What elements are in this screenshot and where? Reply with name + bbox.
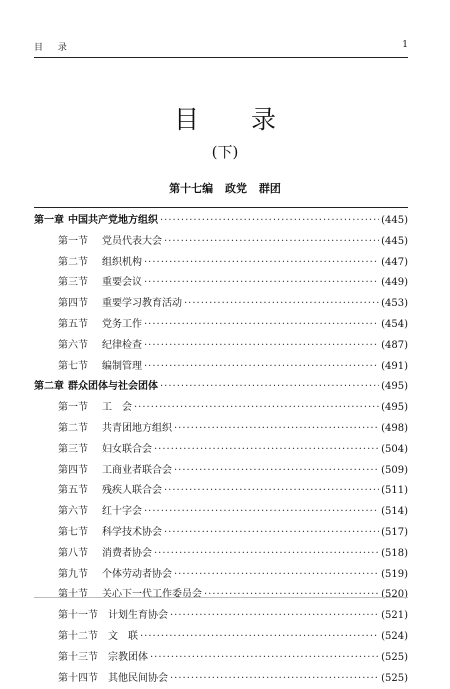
toc-chapter-row[interactable]	[34, 211, 408, 232]
toc-entry-number: 第九节	[58, 568, 88, 580]
toc-entry-title: 妇女联合会	[102, 443, 152, 455]
toc-entry-number: 第六节	[58, 506, 88, 518]
toc-dot-leader	[174, 461, 379, 482]
toc-entry-page: (511)	[381, 485, 408, 497]
toc-entry-title: 党务工作	[102, 318, 142, 330]
toc-entry-page: (521)	[381, 610, 408, 622]
toc-section-row[interactable]	[34, 461, 408, 482]
toc-section-row[interactable]	[34, 294, 408, 315]
toc-dot-leader	[140, 627, 379, 648]
toc-section-row[interactable]	[34, 481, 408, 502]
toc-entry-number: 第十一节	[58, 610, 98, 622]
toc-entry-title: 计划生育协会	[108, 610, 168, 622]
toc-entry-page: (487)	[381, 339, 408, 351]
toc-entry-number: 第二节	[58, 422, 88, 434]
toc-dot-leader	[160, 377, 379, 398]
header-divider	[34, 57, 408, 58]
toc-entry-number: 第三节	[58, 443, 88, 455]
toc-entry-number: 第八节	[58, 547, 88, 559]
toc-entry-page: (504)	[381, 443, 408, 455]
page-title: 目 录	[174, 105, 298, 134]
toc-entry-number: 第一节	[58, 235, 88, 247]
toc-entry-title: 个体劳动者协会	[102, 568, 172, 580]
toc-entry-title: 红十字会	[102, 506, 142, 518]
toc-dot-leader	[174, 565, 379, 586]
toc-dot-leader	[154, 440, 379, 461]
toc-divider	[34, 207, 408, 208]
toc-dot-leader	[144, 315, 379, 336]
toc-chapter-row[interactable]	[34, 377, 408, 398]
toc-section-row[interactable]	[34, 398, 408, 419]
toc-entry-title: 编制管理	[102, 360, 142, 372]
toc-entry-number: 第十四节	[58, 672, 98, 684]
toc-dot-leader	[184, 294, 379, 315]
toc-section-row[interactable]	[34, 669, 408, 689]
toc-section-row[interactable]	[34, 419, 408, 440]
page-subtitle: (下)	[211, 143, 239, 161]
running-head-page-number: 1	[402, 40, 408, 50]
toc-entry-title: 消费者协会	[102, 547, 152, 559]
toc-entry-title: 纪律检查	[102, 339, 142, 351]
toc-entry-page: (520)	[381, 589, 408, 601]
toc-entry-page: (518)	[381, 547, 408, 559]
toc-dot-leader	[170, 606, 379, 627]
toc-entry-number: 第一节	[58, 402, 88, 414]
toc-dot-leader	[170, 669, 379, 689]
toc-entry-page: (498)	[381, 422, 408, 434]
toc-dot-leader	[144, 357, 379, 378]
toc-entry-number: 第七节	[58, 526, 88, 538]
toc-section-row[interactable]	[34, 648, 408, 669]
toc-entry-title: 重要会议	[102, 277, 142, 289]
toc-entry-number: 第二节	[58, 256, 88, 268]
toc-entry-number: 第四节	[58, 464, 88, 476]
toc-entry-number: 第一章	[34, 215, 64, 226]
toc-section-row[interactable]	[34, 357, 408, 378]
toc-entry-number: 第十二节	[58, 630, 98, 642]
toc-dot-leader	[144, 336, 379, 357]
toc-section-row[interactable]	[34, 565, 408, 586]
running-head	[34, 40, 408, 56]
toc-entry-title: 残疾人联合会	[102, 485, 162, 497]
toc-entry-title: 共青团地方组织	[102, 422, 172, 434]
toc-entry-page: (509)	[381, 464, 408, 476]
toc-section-row[interactable]	[34, 502, 408, 523]
toc-entry-page: (517)	[381, 526, 408, 538]
part-heading: 第十七编 政党 群团	[169, 182, 281, 195]
toc-entry-number: 第七节	[58, 360, 88, 372]
toc-entry-number: 第二章	[34, 381, 64, 393]
toc-entry-title: 工商业者联合会	[102, 464, 172, 476]
toc-entry-title: 其他民间协会	[108, 672, 168, 684]
toc-entry-title: 工 会	[102, 402, 132, 414]
toc-entry-page: (447)	[381, 256, 408, 268]
toc-dot-leader	[150, 648, 379, 669]
toc-entry-page: (454)	[381, 318, 408, 330]
toc-entry-page: (445)	[381, 235, 408, 247]
toc-entry-page: (495)	[381, 402, 408, 414]
toc-dot-leader	[154, 544, 379, 565]
footer-divider	[34, 597, 408, 598]
toc-dot-leader	[164, 232, 379, 253]
toc-section-row[interactable]	[34, 544, 408, 565]
toc-entry-title: 中国共产党地方组织	[68, 215, 158, 226]
toc-dot-leader	[144, 502, 379, 523]
toc-entry-title: 关心下一代工作委员会	[102, 589, 202, 601]
toc-section-row[interactable]	[34, 253, 408, 274]
toc-entry-page: (495)	[381, 381, 408, 393]
toc-entry-page: (449)	[381, 277, 408, 289]
toc-entry-title: 文 联	[108, 630, 138, 642]
toc-entry-number: 第五节	[58, 485, 88, 497]
toc-entry-page: (453)	[381, 298, 408, 310]
toc-section-row[interactable]	[34, 273, 408, 294]
toc-dot-leader	[164, 523, 379, 544]
toc-entry-title: 宗教团体	[108, 651, 148, 663]
toc-dot-leader	[164, 481, 379, 502]
toc-section-row[interactable]	[34, 232, 408, 253]
toc-section-row[interactable]	[34, 315, 408, 336]
toc-entry-number: 第五节	[58, 318, 88, 330]
toc-entry-number: 第三节	[58, 277, 88, 289]
toc-entry-number: 第十三节	[58, 651, 98, 663]
toc-entry-page: (514)	[381, 506, 408, 518]
toc-section-row[interactable]	[34, 440, 408, 461]
toc-entry-title: 组织机构	[102, 256, 142, 268]
toc-entry-title: 科学技术协会	[102, 526, 162, 538]
toc-entry-title: 群众团体与社会团体	[68, 381, 158, 393]
toc-entry-number: 第四节	[58, 298, 88, 310]
toc-entry-title: 重要学习教育活动	[102, 298, 182, 310]
toc-entry-page: (445)	[381, 215, 408, 226]
toc-entry-page: (491)	[381, 360, 408, 372]
toc-dot-leader	[134, 398, 379, 419]
toc-entry-page: (525)	[381, 651, 408, 663]
toc-dot-leader	[160, 211, 379, 232]
toc-dot-leader	[204, 585, 379, 606]
toc-entry-number: 第十节	[58, 589, 88, 601]
toc-entry-page: (524)	[381, 630, 408, 642]
toc-dot-leader	[144, 273, 379, 294]
toc-section-row[interactable]	[34, 336, 408, 357]
toc-dot-leader	[144, 253, 379, 274]
running-head-title: 目 录	[34, 43, 73, 53]
toc-dot-leader	[174, 419, 379, 440]
toc-section-row[interactable]	[34, 585, 408, 606]
toc-entry-number: 第六节	[58, 339, 88, 351]
toc-entry-title: 党员代表大会	[102, 235, 162, 247]
toc-section-row[interactable]	[34, 606, 408, 627]
toc-entry-page: (525)	[381, 672, 408, 684]
toc-section-row[interactable]	[34, 627, 408, 648]
toc-section-row[interactable]	[34, 523, 408, 544]
toc-entry-page: (519)	[381, 568, 408, 580]
table-of-contents	[34, 211, 408, 689]
